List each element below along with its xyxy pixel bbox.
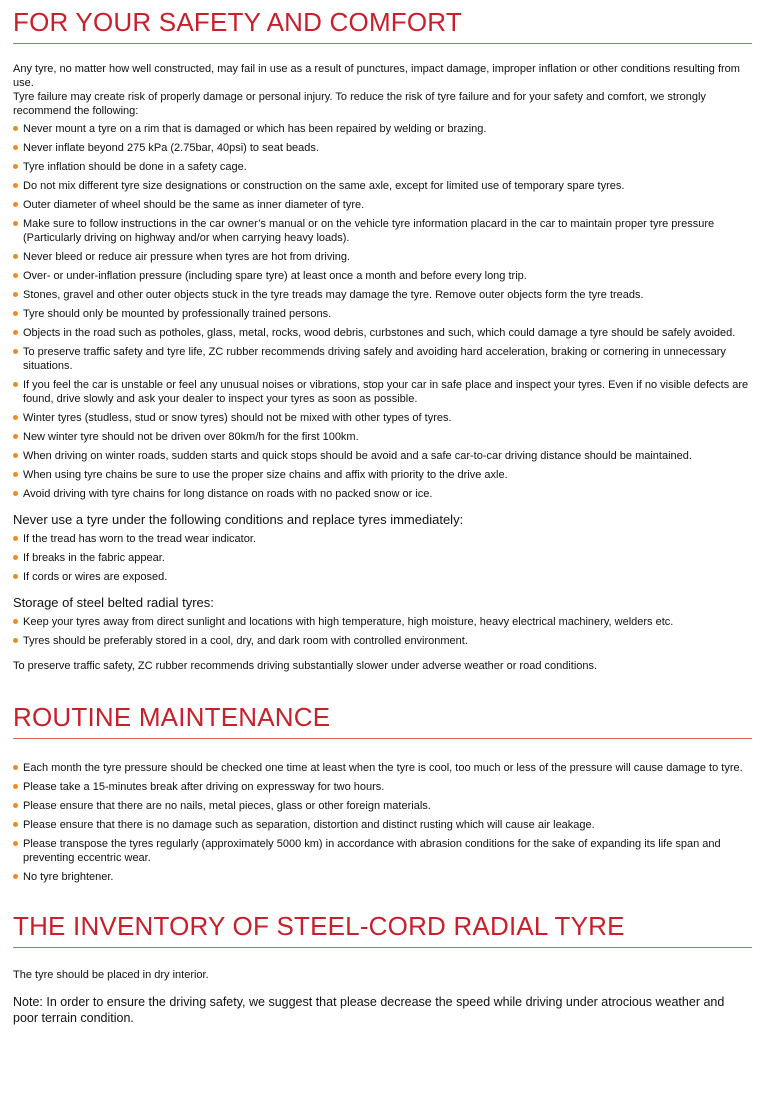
routine-list (13, 761, 752, 884)
list-item: Outer diameter of wheel should be the same as inner diameter of tyre. (13, 198, 752, 212)
list-item: Tyres should be preferably stored in a cool, dry, and dark room with controlled environment. (13, 634, 752, 648)
routine-section (13, 695, 752, 884)
safety-recommendations-list (13, 122, 752, 501)
inventory-section (13, 904, 752, 1026)
list-item: If the tread has worn to the tread wear indicator. (13, 532, 752, 546)
inventory-line: The tyre should be placed in dry interior. (13, 969, 209, 981)
list-item: When using tyre chains be sure to use the proper size chains and affix with priority to the drive axle. (13, 468, 752, 482)
list-item: Tyre inflation should be done in a safety cage. (13, 160, 752, 174)
safety-intro-line-2: Tyre failure may create risk of properly damage or personal injury. To reduce the risk of tyre failure and for your safety and comfort, we strongly recommend the following: (13, 91, 706, 117)
safety-intro (13, 62, 752, 118)
never-use-heading: Never use a tyre under the following conditions and replace tyres immediately: (13, 512, 464, 527)
list-item: Make sure to follow instructions in the car owner’s manual or on the vehicle tyre information placard in the car to maintain proper tyre pressure (Particularly driving on highway and/or when carrying heavy loads). (13, 217, 752, 245)
list-item: Stones, gravel and other outer objects stuck in the tyre treads may damage the tyre. Remove outer objects form the tyre treads. (13, 288, 752, 302)
list-item: Do not mix different tyre size designations or construction on the same axle, except for limited use of temporary spare tyres. (13, 179, 752, 193)
list-item: If breaks in the fabric appear. (13, 551, 752, 565)
list-item: Never inflate beyond 275 kPa (2.75bar, 40psi) to seat beads. (13, 141, 752, 155)
routine-heading: ROUTINE MAINTENANCE (13, 695, 752, 739)
list-item: When driving on winter roads, sudden starts and quick stops should be avoid and a safe car-to-car driving distance should be maintained. (13, 449, 752, 463)
list-item: Please ensure that there is no damage such as separation, distortion and distinct rusting which will cause air leakage. (13, 818, 752, 832)
safety-intro-line-1: Any tyre, no matter how well constructed, may fail in use as a result of punctures, impact damage, improper inflation or other conditions resulting from use. (13, 63, 740, 89)
list-item: If cords or wires are exposed. (13, 570, 752, 584)
list-item: If you feel the car is unstable or feel any unusual noises or vibrations, stop your car in safe place and inspect your tyres. Even if no visible defects are found, drive slowly and ask your dealer to inspect your tyres as soon as possible. (13, 378, 752, 406)
list-item: Please transpose the tyres regularly (approximately 5000 km) in accordance with abrasion conditions for the sake of expanding its life span and preventing eccentric wear. (13, 837, 752, 865)
safety-closing-text: To preserve traffic safety, ZC rubber recommends driving substantially slower under adverse weather or road conditions. (13, 660, 598, 672)
safety-heading: FOR YOUR SAFETY AND COMFORT (13, 0, 752, 44)
list-item: Objects in the road such as potholes, glass, metal, rocks, wood debris, curbstones and such, which could damage a tyre should be safely avoided. (13, 326, 752, 340)
safety-section (13, 0, 752, 673)
list-item: Please take a 15-minutes break after driving on expressway for two hours. (13, 780, 752, 794)
storage-heading: Storage of steel belted radial tyres: (13, 595, 214, 610)
safety-body (13, 44, 752, 673)
never-use-list (13, 532, 752, 584)
list-item: Never mount a tyre on a rim that is damaged or which has been repaired by welding or brazing. (13, 122, 752, 136)
list-item: To preserve traffic safety and tyre life, ZC rubber recommends driving safely and avoiding hard acceleration, braking or cornering in unnecessary situations. (13, 345, 752, 373)
list-item: New winter tyre should not be driven over 80km/h for the first 100km. (13, 430, 752, 444)
list-item: No tyre brightener. (13, 870, 752, 884)
routine-body (13, 739, 752, 884)
list-item: Never bleed or reduce air pressure when tyres are hot from driving. (13, 250, 752, 264)
list-item: Avoid driving with tyre chains for long distance on roads with no packed snow or ice. (13, 487, 752, 501)
list-item: Over- or under-inflation pressure (including spare tyre) at least once a month and before every long trip. (13, 269, 752, 283)
inventory-body (13, 948, 752, 1026)
list-item: Winter tyres (studless, stud or snow tyres) should not be mixed with other types of tyres. (13, 411, 752, 425)
list-item: Tyre should only be mounted by professionally trained persons. (13, 307, 752, 321)
list-item: Keep your tyres away from direct sunlight and locations with high temperature, high moisture, heavy electrical machinery, welders etc. (13, 615, 752, 629)
list-item: Each month the tyre pressure should be checked one time at least when the tyre is cool, too much or less of the pressure will cause damage to tyre. (13, 761, 752, 775)
list-item: Please ensure that there are no nails, metal pieces, glass or other foreign materials. (13, 799, 752, 813)
inventory-note: Note: In order to ensure the driving safety, we suggest that please decrease the speed while driving under atrocious weather and poor terrain condition. (13, 995, 725, 1025)
inventory-heading: THE INVENTORY OF STEEL-CORD RADIAL TYRE (13, 904, 752, 948)
storage-list (13, 615, 752, 648)
